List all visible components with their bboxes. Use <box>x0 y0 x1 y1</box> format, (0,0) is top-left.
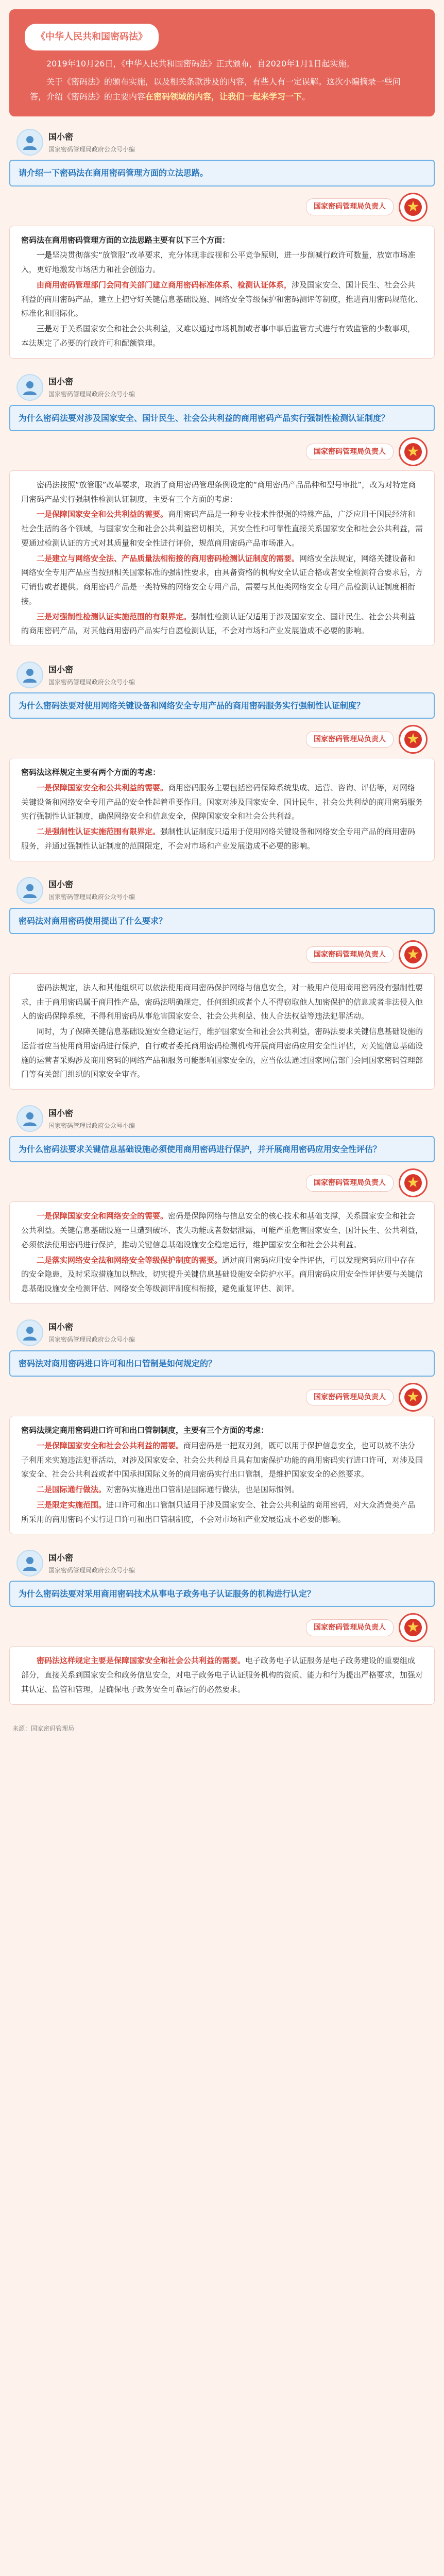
answer-text: 进口许可和出口管制只适用于涉及国家安全、社会公共利益的商用密码，对大众消费类产品所采用的商用密码不实行进口许可和出口管制制度，不会对市场和产业发展造成不必要的影响。 <box>21 1500 416 1524</box>
answer-highlight: 一是保障国家安全和社会公共利益的需要。 <box>37 1440 184 1450</box>
question-bubble: 为什么密码法要对使用网络关键设备和网络安全专用产品的商用密码服务实行强制性认证制度？ <box>9 692 435 719</box>
asker-avatar <box>16 1319 43 1346</box>
answerer-name: 国家密码管理局负责人 <box>306 1389 394 1406</box>
answer-highlight: 二是国际通行做法。 <box>37 1485 107 1495</box>
header-intro-2: 关于《密码法》的颁布实施，以及相关条款涉及的内容，有些人有一定误解。这次小编摘录一些问答，介绍《密码法》的主要内容在密码领域的内容，让我们一起来学习一下。 <box>30 76 401 101</box>
asker-name: 国小密 <box>48 1552 74 1563</box>
answer-paragraph <box>21 1439 423 1482</box>
asker-avatar <box>16 129 43 156</box>
answerer-name: 国家密码管理局负责人 <box>306 444 394 461</box>
answer-highlight: 密码法这样规定主要是保障国家安全和社会公共利益的需要。 <box>37 1656 246 1666</box>
asker-name: 国小密 <box>48 1322 74 1332</box>
answer-text: 坚决贯彻落实“放管服”改革要求，充分体现非歧视和公平竞争原则，进一步削减行政许可数量，放宽市场准入，更好地激发市场活力和社会创造力。 <box>21 250 416 275</box>
qa-block <box>9 369 435 656</box>
asker-subtitle: 国家密码管理局政府公众号小编 <box>48 678 135 686</box>
answerer-avatar <box>399 725 428 754</box>
answerer <box>9 1383 428 1412</box>
answer-text: 密码法按照“放管服”改革要求，取消了商用密码管理条例设定的“商用密码产品品种和型号审批”，改为对特定商用密码产品实行强制性检测认证制度，主要有三个方面的考虑： <box>21 480 416 504</box>
asker-avatar <box>16 877 43 904</box>
answer-text: 强制性认证制度只适用于使用网络关键设备和网络安全专用产品的商用密码服务，并通过强制性认证制度的范围限定，不会对市场和产业发展造成不必要的影响。 <box>21 827 416 851</box>
user-icon <box>21 666 39 684</box>
asker-name: 国小密 <box>48 131 74 142</box>
asker-avatar <box>16 1105 43 1132</box>
emblem-icon <box>403 1617 423 1638</box>
answer-highlight: 一是保障国家安全和网络安全的需要。 <box>37 1211 168 1221</box>
asker-name: 国小密 <box>48 879 74 890</box>
asker <box>16 1319 435 1346</box>
answer-text: 商用密码服务主要包括密码保障系统集成、运营、咨询、评估等，对网络关键设备和网络安全专用产品的安全性起着重要作用。国家对涉及国家安全、国计民生、社会公共利益的商用密码服务实行强制性认证制度，确保网络安全和信息安全，保障国家安全和社会公共利益。 <box>21 783 423 821</box>
answer-paragraph <box>21 1483 423 1497</box>
answer-paragraph <box>21 1498 423 1527</box>
answer-bubble <box>9 1646 435 1704</box>
asker <box>16 877 435 904</box>
asker-name: 国小密 <box>48 377 74 387</box>
emblem-icon <box>403 729 423 750</box>
question-bubble: 为什么密码法要对采用商用密码技术从事电子政务电子认证服务的机构进行认定？ <box>9 1581 435 1607</box>
emblem-icon <box>403 944 423 965</box>
question-bubble: 请介绍一下密码法在商用密码管理方面的立法思路。 <box>9 160 435 186</box>
user-icon <box>21 1554 39 1572</box>
answer-paragraph <box>21 322 423 351</box>
answer-paragraph <box>21 478 423 507</box>
user-icon <box>21 1324 39 1342</box>
emblem-icon <box>403 442 423 462</box>
answer-bubble <box>9 1201 435 1304</box>
asker-subtitle: 国家密码管理局政府公众号小编 <box>48 1336 135 1344</box>
qa-list <box>0 124 444 1715</box>
answerer-name: 国家密码管理局负责人 <box>306 1175 394 1192</box>
header-title-tab: 《中华人民共和国密码法》 <box>25 24 159 50</box>
question-bubble: 密码法对商用密码使用提出了什么要求？ <box>9 908 435 934</box>
answer-bubble <box>9 973 435 1090</box>
asker-subtitle: 国家密码管理局政府公众号小编 <box>48 391 135 398</box>
asker <box>16 1550 435 1577</box>
answer-text: 商用密码产品是一种专业技术性很强的特殊产品，广泛应用于国民经济和社会生活的各个领域，与国家安全和社会公共利益密切相关，其安全性和可靠性直接关系国家安全和社会公共利益，需要通过检测认证的方式对其质量和安全性进行评价，规范商用密码产品市场准入。 <box>21 510 423 548</box>
answer-text: 电子政务电子认证服务是电子政务建设的重要组成部分，直接关系到国家安全和政务信息安全，对电子政务电子认证服务机构的资质、能力和行为提出严格要求，加强对其认定、监管和管理，是确保电子政务安全可靠运行的必然要求。 <box>21 1656 423 1694</box>
answer-bubble <box>9 1416 435 1534</box>
qa-block <box>9 656 435 872</box>
answer-lead: 三是 <box>37 324 53 334</box>
answer-text: 涉及国家安全、国计民生、社会公共利益的商用密码产品，建立上把守好关键信息基础设施、网络安全等级保护和密码测评等制度，推进商用密码规范化、标准化和国际化。 <box>21 280 423 318</box>
answer-text: 对于关系国家安全和社会公共利益，又难以通过市场机制或者事中事后监管方式进行有效监管的少数事项，本法规定了必要的行政许可和配额管理。 <box>21 324 416 348</box>
answer-highlight: 三是对强制性检测认证实施范围的有限界定。 <box>37 612 192 621</box>
answerer <box>9 437 428 466</box>
answer-highlight: 由商用密码管理部门会同有关部门建立商用密码标准体系、检测认证体系， <box>37 280 292 290</box>
user-icon <box>21 379 39 396</box>
asker-subtitle: 国家密码管理局政府公众号小编 <box>48 1566 135 1574</box>
qa-block <box>9 1100 435 1314</box>
emblem-icon <box>403 197 423 217</box>
asker-avatar <box>16 374 43 401</box>
qa-block <box>9 124 435 368</box>
answer-highlight: 一是保障国家安全和公共利益的需要。 <box>37 510 168 519</box>
answer-paragraph <box>21 981 423 1024</box>
header-card <box>9 9 435 116</box>
answer-text: 对密码实施进出口管制是国际通行做法，也是国际惯例。 <box>106 1485 300 1495</box>
answer-text: 通过商用密码应用安全性评估，可以发现密码应用中存在的安全隐患，及时采取措施加以整改，切实提升关键信息基础设施安全防护水平。商用密码应用安全性评估要与关键信息基础设施安全检测评估、网络安全等级测评制度相衔接，避免重复评估、测评。 <box>21 1255 423 1294</box>
asker-name: 国小密 <box>48 1108 74 1118</box>
question-bubble: 为什么密码法要对涉及国家安全、国计民生、社会公共利益的商用密码产品实行强制性检测认证制度？ <box>9 405 435 431</box>
answer-paragraph <box>21 1654 423 1697</box>
answer-intro: 密码法在商用密码管理方面的立法思路主要有以下三个方面： <box>21 235 230 245</box>
answerer <box>9 1613 428 1642</box>
asker-subtitle: 国家密码管理局政府公众号小编 <box>48 893 135 901</box>
answerer-name: 国家密码管理局负责人 <box>306 198 394 215</box>
answer-lead: 一是 <box>37 250 53 260</box>
answerer <box>9 940 428 969</box>
answerer <box>9 725 428 754</box>
answer-intro: 密码法规定商用密码进口许可和出口管制制度，主要有三个方面的考虑： <box>21 1426 269 1435</box>
answer-bubble <box>9 758 435 861</box>
answer-text: 密码是保障网络与信息安全的核心技术和基础支撑，关系国家安全和社会公共利益。关键信息基础设施一旦遭到破坏、丧失功能或者数据泄露，可能严重危害国家安全、国计民生、公共利益，必须依法使用密码进行保护，推动关键信息基础设施安全稳定运行，维护国家安全和社会公共利益。 <box>21 1211 423 1249</box>
header-intro: 2019年10月26日，《中华人民共和国密码法》正式颁布，自2020年1月1日起实施。 <box>46 59 355 69</box>
answerer-avatar <box>399 1383 428 1412</box>
user-icon <box>21 1110 39 1127</box>
answer-paragraph <box>21 278 423 321</box>
answerer-avatar <box>399 193 428 222</box>
user-icon <box>21 882 39 899</box>
answerer-avatar <box>399 437 428 466</box>
answer-paragraph <box>21 610 423 639</box>
answer-highlight: 二是强制性认证实施范围有限界定。 <box>37 827 161 837</box>
answer-highlight: 一是保障国家安全和公共利益的需要。 <box>37 783 168 792</box>
answerer-name: 国家密码管理局负责人 <box>306 1619 394 1636</box>
answer-text: 网络安全法规定，网络关键设备和网络安全专用产品应当按照相关国家标准的强制性要求，由具备资格的机构安全认证合格或者安全检测符合要求后，方可销售或者提供。商用密码产品是一类特殊的网络安全专用产品，需要与其他类网络安全专用产品检测认证制度相衔接。 <box>21 553 423 606</box>
answer-paragraph <box>21 552 423 609</box>
answer-highlight: 三是限定实施范围。 <box>37 1500 107 1510</box>
answer-text: 强制性检测认证仅适用于涉及国家安全、国计民生、社会公共利益的商用密码产品，对其他商用密码产品实行自愿检测认证，不会对市场和产业发展造成不必要的影响。 <box>21 612 416 636</box>
answer-text: 同时，为了保障关键信息基础设施安全稳定运行，维护国家安全和社会公共利益，密码法要求关键信息基础设施的运营者应当使用商用密码进行保护，自行或者委托商用密码检测机构开展商用密码应用安全性评估，对关键信息基础设施的运营者采购涉及商用密码的网络产品和服务可能影响国家安全的，应当依法通过国家网信部门会同国家密码管理部门等有关部门组织的国家安全审查。 <box>21 1027 423 1079</box>
answer-intro: 密码法这样规定主要有两个方面的考虑： <box>21 768 161 777</box>
answer-paragraph <box>21 248 423 277</box>
answer-highlight: 二是落实网络安全法和网络安全等级保护制度的需要。 <box>37 1255 223 1265</box>
question-bubble: 密码法对商用密码进口许可和出口管制是如何规定的？ <box>9 1350 435 1377</box>
asker <box>16 129 435 156</box>
footer-source: 来源：国家密码管理局 <box>12 1724 75 1732</box>
user-icon <box>21 133 39 151</box>
answer-bubble <box>9 470 435 646</box>
asker-subtitle: 国家密码管理局政府公众号小编 <box>48 1122 135 1129</box>
question-bubble: 为什么密码法要求关键信息基础设施必须使用商用密码进行保护，并开展商用密码应用安全性评估？ <box>9 1136 435 1162</box>
answer-text: 密码法规定，法人和其他组织可以依法使用商用密码保护网络与信息安全，对一般用户使用商用密码没有强制性要求，由于商用密码属于商用性产品，密码法明确规定，任何组织或者个人不得窃取他人加密保护的信息或者非法侵入他人的密码保障系统，不得利用密码从事危害国家安全、社会公共利益、他人合法权益等违法犯罪活动。 <box>21 982 423 1021</box>
answerer-name: 国家密码管理局负责人 <box>306 731 394 748</box>
answerer <box>9 1168 428 1197</box>
asker-avatar <box>16 662 43 688</box>
asker <box>16 662 435 688</box>
answer-paragraph <box>21 825 423 854</box>
answer-text: 商用密码是一把双刃剑，既可以用于保护信息安全，也可以被不法分子利用来实施违法犯罪活动，对涉及国家安全、社会公共利益且具有加密保护功能的商用密码实行进口许可，对涉及国家安全、社会公共利益或者中国承担国际义务的商用密码实行出口管制，是维护国家安全的必然要求。 <box>21 1440 423 1479</box>
answer-paragraph <box>21 1025 423 1082</box>
qa-block <box>9 1545 435 1715</box>
qa-block <box>9 1314 435 1545</box>
answerer-name: 国家密码管理局负责人 <box>306 946 394 963</box>
asker-name: 国小密 <box>48 664 74 674</box>
answer-highlight: 二是建立与网络安全法、产品质量法相衔接的商用密码检测认证制度的需要。 <box>37 553 300 563</box>
answer-paragraph <box>21 781 423 824</box>
answer-paragraph <box>21 507 423 550</box>
answer-bubble <box>9 226 435 359</box>
asker-avatar <box>16 1550 43 1577</box>
asker <box>16 1105 435 1132</box>
answerer-avatar <box>399 1613 428 1642</box>
answerer-avatar <box>399 940 428 969</box>
answerer <box>9 193 428 222</box>
emblem-icon <box>403 1387 423 1408</box>
asker-subtitle: 国家密码管理局政府公众号小编 <box>48 145 135 153</box>
answerer-avatar <box>399 1168 428 1197</box>
answer-paragraph <box>21 1209 423 1252</box>
emblem-icon <box>403 1173 423 1193</box>
asker <box>16 374 435 401</box>
answer-paragraph <box>21 1253 423 1296</box>
qa-block <box>9 872 435 1100</box>
